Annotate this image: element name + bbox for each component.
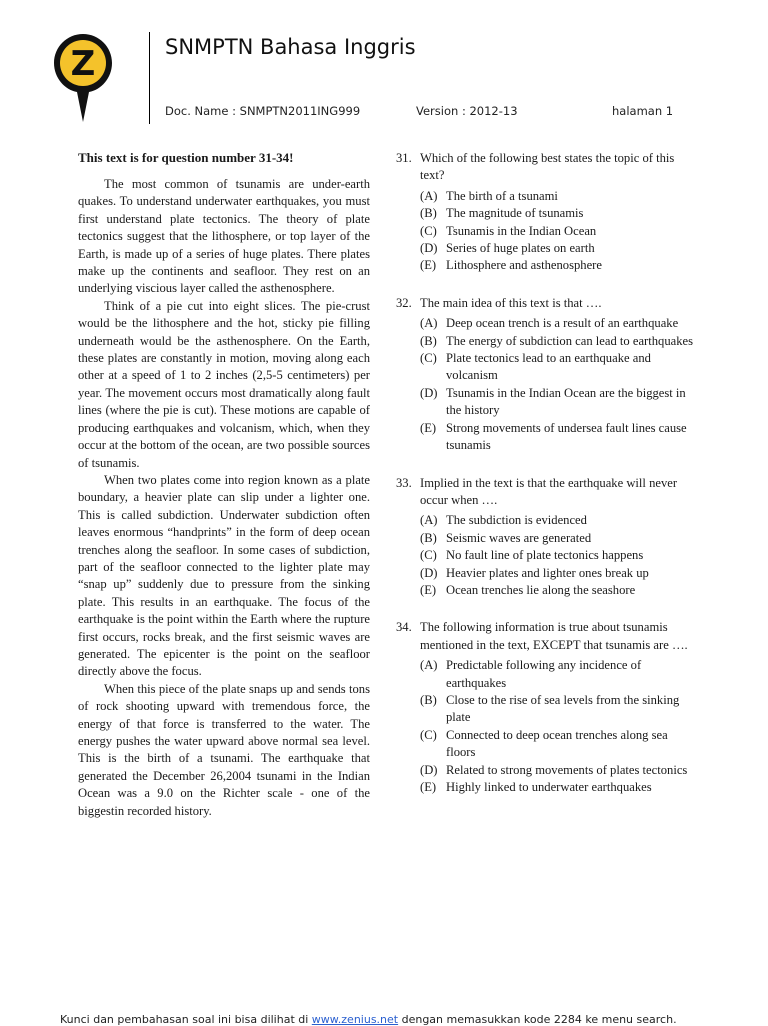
option-label: (A): [420, 188, 438, 203]
option-label: (A): [420, 513, 438, 528]
option-label: (E): [420, 420, 437, 435]
option-text: Predictable following any incidence of earthquakes: [446, 658, 642, 690]
option-label: (B): [420, 333, 437, 348]
answer-option: [396, 315, 696, 332]
answer-option: [396, 657, 696, 692]
header-divider: [149, 32, 150, 124]
page-title: SNMPTN Bahasa Inggris: [165, 35, 416, 59]
option-text: The subdiction is evidenced: [446, 513, 587, 528]
answer-option: [396, 333, 696, 350]
option-label: (D): [420, 762, 438, 777]
footer-note: [60, 1013, 677, 1026]
answer-option: [396, 385, 696, 420]
footer-prefix: Kunci dan pembahasan soal ini bisa dilihat di: [60, 1013, 312, 1026]
question-34: [396, 619, 696, 796]
option-text: Seismic waves are generated: [446, 530, 592, 545]
answer-option: [396, 727, 696, 762]
option-label: (B): [420, 530, 437, 545]
question-stem: Implied in the text is that the earthquake will never occur when ….: [420, 475, 678, 507]
option-label: (A): [420, 316, 438, 331]
question-stem: Which of the following best states the topic of this text?: [420, 151, 675, 183]
question-33: [396, 475, 696, 600]
option-label: (E): [420, 780, 437, 794]
option-text: Highly linked to underwater earthquakes: [446, 780, 652, 794]
passage-paragraph: When this piece of the plate snaps up and sends tons of rock shooting upward with tremendous force, the energy of that force is transferred to the water. The energy pushes the water upward above normal sea level. This is the birth of a tsunami. The earthquake that generated the December 26,2004 tsunami in the Indian Ocean was a 9.0 on the Richter scale - one of the biggestin recorded history.: [78, 681, 370, 818]
answer-option: [396, 547, 696, 564]
question-31: [396, 150, 696, 275]
option-text: Deep ocean trench is a result of an earthquake: [446, 316, 679, 331]
option-label: (A): [420, 658, 438, 673]
option-text: Series of huge plates on earth: [446, 241, 595, 256]
option-text: Tsunamis in the Indian Ocean: [446, 223, 597, 238]
option-text: Plate tectonics lead to an earthquake and volcanism: [446, 351, 651, 383]
option-label: (B): [420, 692, 437, 707]
option-label: (D): [420, 241, 438, 256]
option-text: The birth of a tsunami: [446, 188, 558, 203]
question-number: 32.: [396, 295, 412, 310]
option-label: (C): [420, 223, 437, 238]
option-text: Ocean trenches lie along the seashore: [446, 582, 636, 597]
logo-letter: Z: [70, 44, 96, 84]
question-number: 34.: [396, 620, 412, 635]
version: Version : 2012-13: [416, 104, 518, 118]
answer-option: [396, 512, 696, 529]
answer-option: [396, 240, 696, 257]
doc-name: Doc. Name : SNMPTN2011ING999: [165, 104, 361, 118]
question-stem: The main idea of this text is that ….: [420, 295, 602, 310]
option-label: (D): [420, 385, 438, 400]
answer-option: [396, 188, 696, 205]
answer-option: [396, 762, 696, 779]
passage-paragraph: Think of a pie cut into eight slices. The pie-crust would be the lithosphere and the hot, sticky pie filling underneath would be the asthenosphere. On the Earth, these plates are constantly in motion, moving along each other at a speed of 1 to 2 inches (2,5-5 centimeters) per year. The movement occurs most dramatically along fault lines (where the pie is cut). These motions are capable of producing earthquakes and volcanism, which, when they occur at the bottom of the ocean, are two possible sources of tsunamis.: [78, 298, 370, 470]
option-label: (B): [420, 206, 437, 221]
option-label: (C): [420, 727, 437, 742]
zenius-logo: [52, 32, 114, 124]
option-text: The energy of subdiction can lead to earthquakes: [446, 333, 694, 348]
option-text: Heavier plates and lighter ones break up: [446, 565, 649, 580]
answer-option: [396, 205, 696, 222]
option-text: Strong movements of undersea fault lines cause tsunamis: [446, 420, 687, 453]
option-text: Connected to deep ocean trenches along sea floors: [446, 727, 668, 760]
option-label: (D): [420, 565, 438, 580]
answer-option: [396, 350, 696, 385]
option-text: No fault line of plate tectonics happens: [446, 548, 644, 563]
reading-passage: [78, 150, 370, 820]
option-text: Related to strong movements of plates tectonics: [446, 762, 688, 777]
option-label: (E): [420, 582, 437, 597]
passage-paragraph: The most common of tsunamis are under-earth quakes. To understand underwater earthquakes, you must first understand plate tectonics. The theory of plate tectonics suggest that the lithosphere, or top layer of the Earth, is made up of a series of huge plates. There plates make up the continents and seafloor. They rest on an underlying viscious layer called the asthenosphere.: [78, 177, 370, 296]
answer-option: [396, 530, 696, 547]
option-text: Tsunamis in the Indian Ocean are the biggest in the history: [446, 385, 686, 418]
answer-option: [396, 565, 696, 582]
option-label: (E): [420, 258, 437, 273]
question-list: [396, 150, 696, 816]
zenius-link[interactable]: www.zenius.net: [311, 1013, 399, 1026]
question-number: 33.: [396, 475, 412, 490]
option-label: (C): [420, 351, 437, 366]
answer-option: [396, 420, 696, 455]
passage-heading: This text is for question number 31-34!: [78, 150, 294, 165]
answer-option: [396, 223, 696, 240]
answer-option: [396, 582, 696, 599]
footer-suffix: dengan memasukkan kode 2284 ke menu search.: [398, 1013, 677, 1026]
question-stem: The following information is true about tsunamis mentioned in the text, EXCEPT that tsunamis are ….: [420, 620, 688, 652]
question-32: [396, 295, 696, 455]
option-text: Lithosphere and asthenosphere: [446, 258, 602, 273]
question-number: 31.: [396, 151, 412, 165]
option-text: The magnitude of tsunamis: [446, 206, 584, 221]
answer-option: [396, 779, 696, 796]
passage-paragraph: When two plates come into region known as a plate boundary, a heavier plate can slip under a lighter one. This is called subdiction. Underwater subdiction often leaves enormous “handprints” in the form of deep ocean trenches along the seafloor. In some cases of subdiction, part of the seafloor connected to the lighter plate may “snap up” suddenly due to pressure from the sinking plate. This results in an earthquake. The focus of the earthquake is the point within the Earth where the rupture first occurs, rocks break, and the first seismic waves are generated. The epicenter is the point on the seafloor directly above the focus.: [78, 472, 370, 679]
answer-option: [396, 692, 696, 727]
answer-option: [396, 257, 696, 274]
option-text: Close to the rise of sea levels from the sinking plate: [446, 692, 680, 725]
page-number: halaman 1: [612, 104, 674, 118]
option-label: (C): [420, 548, 437, 563]
